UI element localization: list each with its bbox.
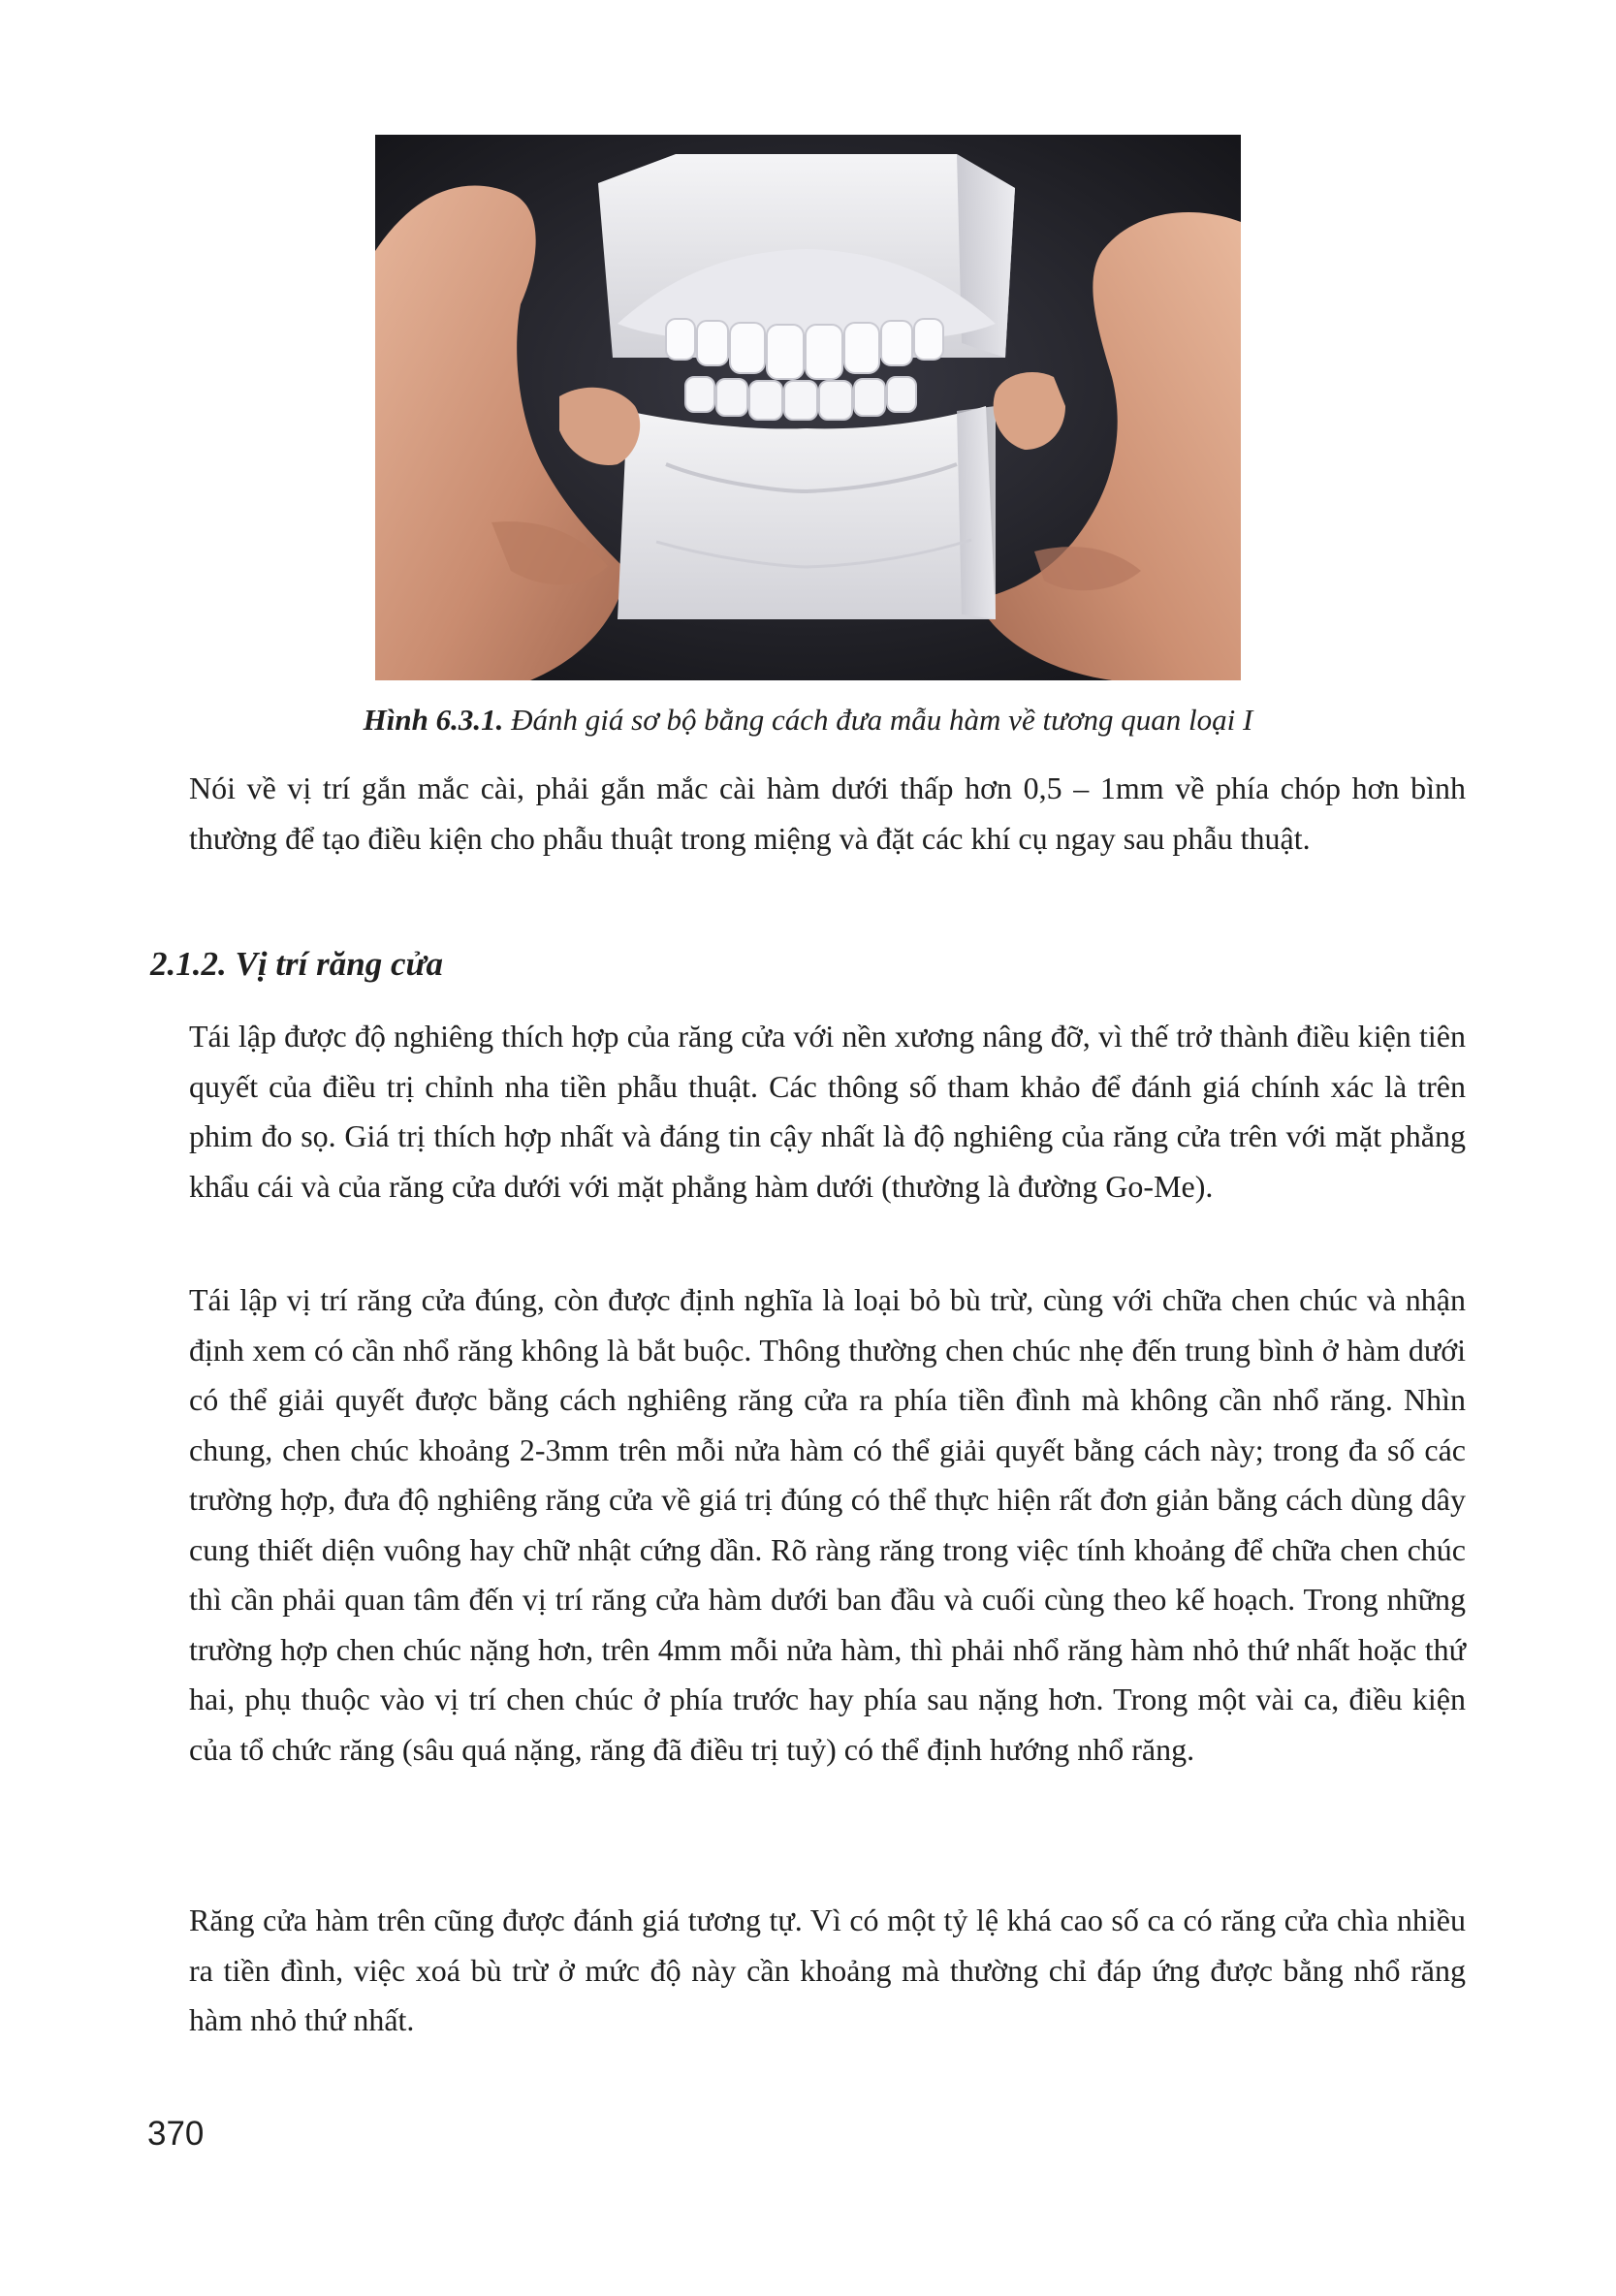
figure-caption-text: Đánh giá sơ bộ bằng cách đưa mẫu hàm về tương quan loại I	[503, 703, 1253, 737]
intro-paragraph: Nói về vị trí gắn mắc cài, phải gắn mắc cài hàm dưới thấp hơn 0,5 – 1mm về phía chóp hơn bình thường để tạo điều kiện cho phẫu thuật trong miệng và đặt các khí cụ ngay sau phẫu thuật.	[189, 771, 1466, 856]
figure-caption	[0, 702, 1616, 738]
figure-caption-label: Hình 6.3.1.	[363, 703, 504, 737]
body-paragraph: Tái lập được độ nghiêng thích hợp của răng cửa với nền xương nâng đỡ, vì thế trở thành điều kiện tiên quyết của điều trị chỉnh nha tiền phẫu thuật. Các thông số tham khảo để đánh giá chính xác là trên phim đo sọ. Giá trị thích hợp nhất và đáng tin cậy nhất là độ nghiêng của răng cửa trên với mặt phẳng khẩu cái và của răng cửa dưới với mặt phẳng hàm dưới (thường là đường Go-Me).	[189, 1019, 1466, 1204]
page-number: 370	[147, 2115, 205, 2153]
body-paragraph: Răng cửa hàm trên cũng được đánh giá tương tự. Vì có một tỷ lệ khá cao số ca có răng cửa chìa nhiều ra tiền đình, việc xoá bù trừ ở mức độ này cần khoảng mà thường chỉ đáp ứng được bằng nhổ răng hàm nhỏ thứ nhất.	[189, 1903, 1466, 2037]
section-heading: 2.1.2. Vị trí răng cửa	[150, 945, 443, 983]
dental-cast-photo	[375, 135, 1241, 680]
dental-cast-photo-icon	[375, 135, 1241, 680]
body-paragraph: Tái lập vị trí răng cửa đúng, còn được định nghĩa là loại bỏ bù trừ, cùng với chữa chen chúc và nhận định xem có cần nhổ răng không là bắt buộc. Thông thường chen chúc nhẹ đến trung bình ở hàm dưới có thể giải quyết được bằng cách nghiêng răng cửa ra phía tiền đình mà không cần nhổ răng. Nhìn chung, chen chúc khoảng 2-3mm trên mỗi nửa hàm có thể giải quyết bằng cách này; trong đa số các trường hợp, đưa độ nghiêng răng cửa về giá trị đúng có thể thực hiện rất đơn giản bằng cách dùng dây cung thiết diện vuông hay chữ nhật cứng dần. Rõ ràng răng trong việc tính khoảng để chữa chen chúc thì cần phải quan tâm đến vị trí răng cửa hàm dưới ban đầu và cuối cùng theo kế hoạch. Trong những trường hợp chen chúc nặng hơn, trên 4mm mỗi nửa hàm, thì phải nhổ răng hàm nhỏ thứ nhất hoặc thứ hai, phụ thuộc vào vị trí chen chúc ở phía trước hay phía sau nặng hơn. Trong một vài ca, điều kiện của tổ chức răng (sâu quá nặng, răng đã điều trị tuỷ) có thể định hướng nhổ răng.	[189, 1282, 1466, 1767]
